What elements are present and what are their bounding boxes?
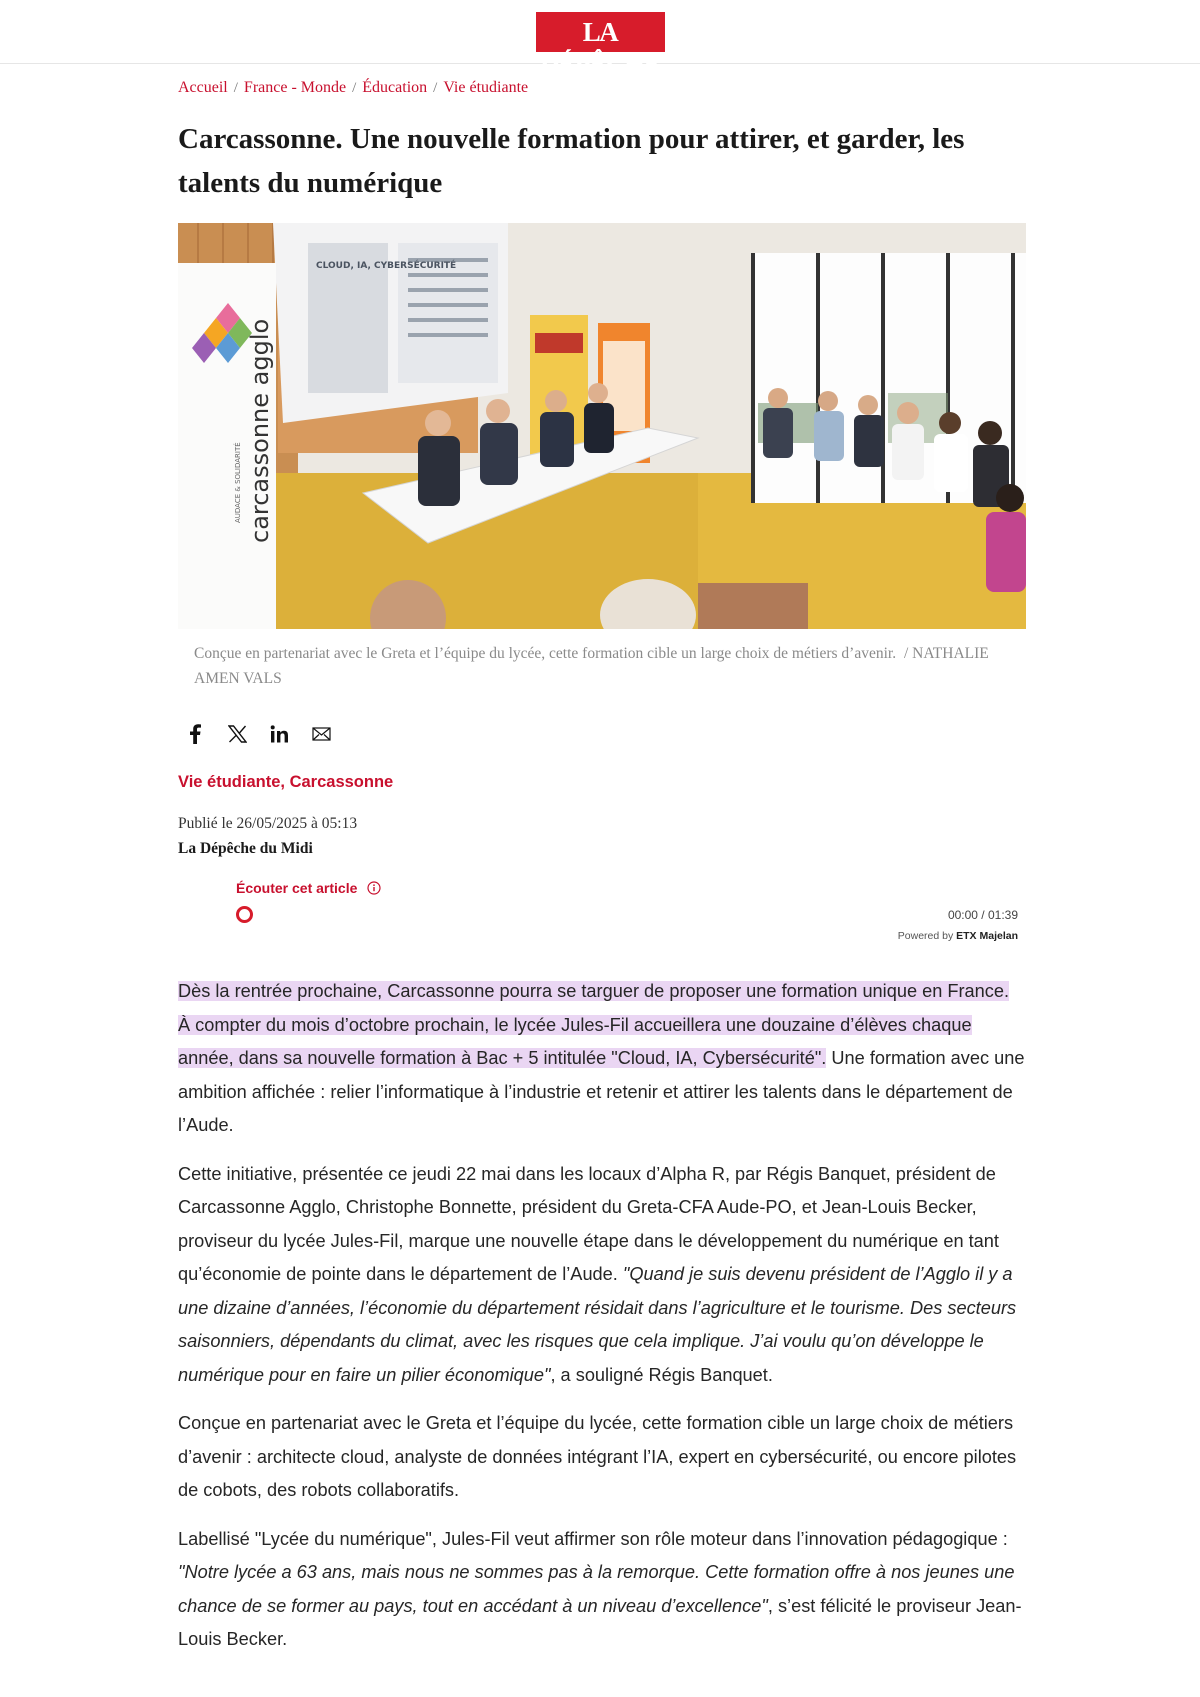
article-title: Carcassonne. Une nouvelle formation pour attirer, et garder, les talents du numérique	[178, 123, 965, 199]
paragraph-4	[178, 1523, 1026, 1657]
publish-date: Publié le 26/05/2025 à 05:13	[178, 815, 358, 832]
paragraph-text: Labellisé "Lycée du numérique", Jules-Fil veut affirmer son rôle moteur dans l’innovation pédagogique :	[178, 1528, 1008, 1549]
quote-text: "Notre lycée a 63 ans, mais nous ne sommes pas à la remorque. Cette formation offre à nos jeunes une chance de se former au pays, tout en accédant à un niveau d’excellence"	[178, 1562, 1015, 1616]
caption-credit: / NATHALIE AMEN VALS	[194, 645, 989, 687]
listen-label: Écouter cet article	[236, 880, 358, 896]
article-photo	[178, 223, 1026, 629]
paragraph-text: , a souligné Régis Banquet.	[550, 1364, 773, 1385]
quote-text: "Quand je suis devenu président de l’Agglo il y a une dizaine d’années, l’économie du département résidait dans l’agriculture et le tourisme. Des secteurs saisonniers, dépendants du climat, avec les risques que cela implique. J’ai voulu qu’on développe le numérique pour en faire un pilier économique"	[178, 1264, 1017, 1385]
highlighted-text: Dès la rentrée prochaine, Carcassonne pourra se targuer de proposer une formation unique en France. À compter du mois d’octobre prochain, le lycée Jules-Fil accueillera une douzaine d’élèves chaque année, dans sa nouvelle formation à Bac + 5 intitulée "Cloud, IA, Cybersécurité".	[178, 981, 1010, 1068]
breadcrumb-item-france-monde[interactable]: France - Monde	[243, 79, 347, 96]
breadcrumb-separator: /	[352, 79, 357, 96]
paragraph-2	[178, 1158, 1026, 1393]
article-tags	[178, 773, 1026, 792]
breadcrumb	[178, 79, 1026, 97]
play-button[interactable]	[236, 906, 253, 923]
powered-brand[interactable]: ETX Majelan	[956, 930, 1018, 942]
tag-carcassonne[interactable]: Carcassonne	[289, 773, 394, 791]
breadcrumb-item-vie-etudiante[interactable]: Vie étudiante	[443, 79, 529, 96]
site-header	[0, 0, 1200, 79]
breadcrumb-item-accueil[interactable]: Accueil	[178, 79, 228, 96]
info-icon[interactable]	[367, 881, 381, 895]
tag-vie-etudiante[interactable]: Vie étudiante	[178, 773, 281, 791]
powered-prefix: Powered by	[897, 930, 957, 942]
x-icon[interactable]	[226, 723, 248, 745]
breadcrumb-separator: /	[433, 79, 438, 96]
article-body	[178, 975, 1026, 1672]
banner-slogan: AUDACE & SOLIDARITÉ	[234, 442, 242, 523]
paragraph-text: , s’est félicité le proviseur Jean-Louis Becker.	[178, 1595, 1022, 1649]
paragraph-1	[178, 975, 1026, 1143]
email-icon[interactable]	[310, 723, 332, 745]
caption-text: Conçue en partenariat avec le Greta et l’équipe du lycée, cette formation cible un large choix de métiers d’avenir.	[194, 645, 897, 662]
paragraph-3: Conçue en partenariat avec le Greta et l’équipe du lycée, cette formation cible un large choix de métiers d’avenir : architecte cloud, analyste de données intégrant l’IA, expert en cybersécurité, ou encore pilotes de cobots, des robots collaboratifs.	[178, 1413, 1017, 1500]
site-logo[interactable]: LA DÉPÊCHE	[536, 12, 665, 52]
breadcrumb-item-education[interactable]: Éducation	[362, 79, 428, 96]
linkedin-icon[interactable]	[268, 723, 290, 745]
powered-by	[898, 930, 1018, 942]
share-bar	[184, 723, 332, 745]
banner-brand: carcassonne agglo	[246, 318, 274, 543]
audio-label[interactable]	[236, 880, 381, 896]
breadcrumb-separator: /	[233, 79, 238, 96]
audio-player	[178, 878, 1026, 948]
tag-separator: ,	[280, 773, 290, 791]
article-author: La Dépêche du Midi	[178, 840, 313, 857]
paragraph-text: Cette initiative, présentée ce jeudi 22 mai dans les locaux d’Alpha R, par Régis Banquet, président de Carcassonne Agglo, Christophe Bonnette, président du Greta-CFA Aude-PO, et Jean-Louis Becker, proviseur du lycée Jules-Fil, marque une nouvelle étape dans le développement du numérique en tant qu’économie de pointe dans le département de l’Aude.	[178, 1163, 999, 1284]
photo-caption	[194, 641, 994, 691]
facebook-icon[interactable]	[184, 723, 206, 745]
audio-time: 00:00 / 01:39	[947, 908, 1018, 922]
screen-text: CLOUD, IA, CYBERSÉCURITÉ	[316, 261, 457, 271]
paragraph-text: Une formation avec une ambition affichée : relier l’informatique à l’industrie et retenir et attirer les talents dans le département de l’Aude.	[178, 1048, 1025, 1135]
